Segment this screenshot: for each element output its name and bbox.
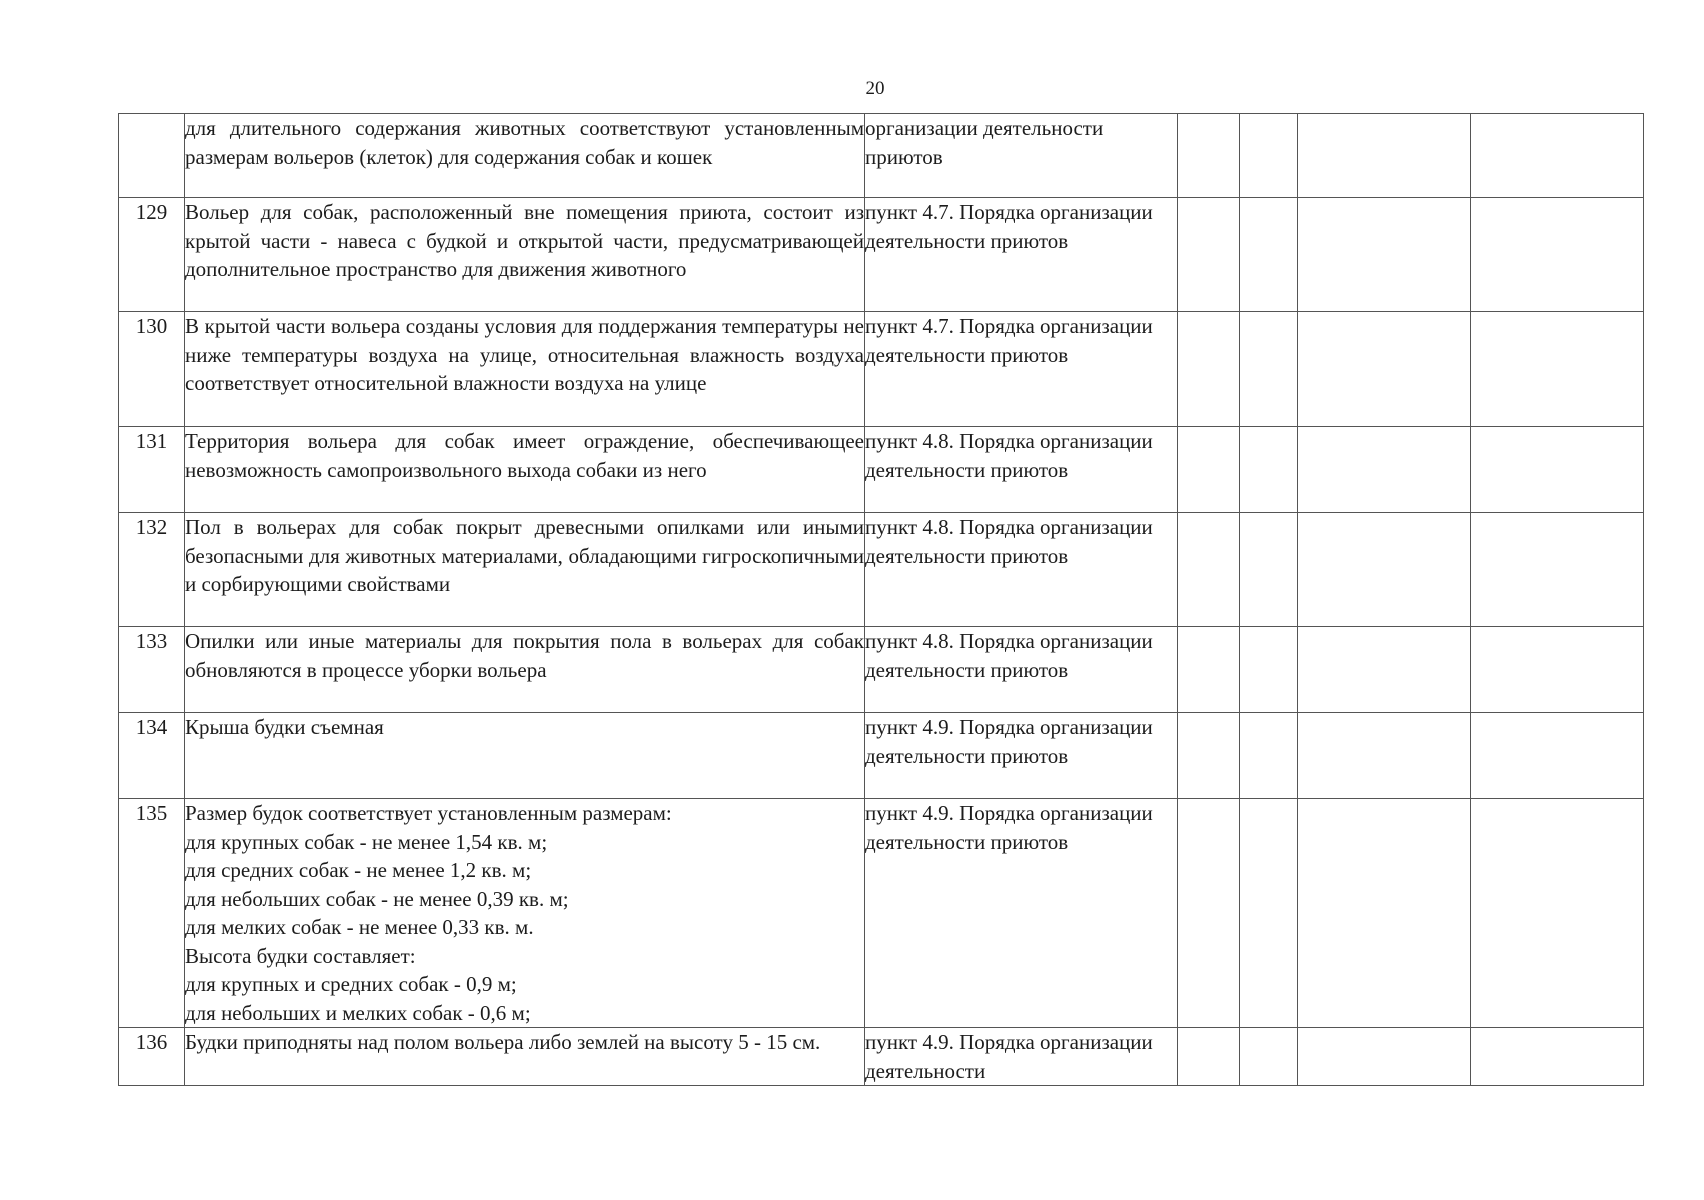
reference-text: пункт 4.9. Порядка организации деятельности (865, 1028, 1178, 1086)
row-number: 131 (119, 427, 185, 513)
requirement-line: для крупных собак - не менее 1,54 кв. м; (185, 829, 548, 854)
answer-cell[interactable] (1298, 799, 1471, 1028)
answer-cell[interactable] (1178, 627, 1240, 713)
answer-cell[interactable] (1178, 312, 1240, 427)
row-number: 135 (119, 799, 185, 1028)
row-number: 136 (119, 1028, 185, 1086)
requirement-text: для длительного содержания животных соответствуют установленным размерам вольеров (клеток) для содержания собак и кошек (185, 114, 865, 198)
answer-cell[interactable] (1178, 427, 1240, 513)
requirement-line: для крупных и средних собак - 0,9 м; (185, 972, 517, 996)
row-number: 134 (119, 713, 185, 799)
table-row (119, 713, 1644, 799)
checklist-table (118, 113, 1644, 1086)
note-cell[interactable] (1471, 627, 1644, 713)
answer-cell[interactable] (1178, 513, 1240, 627)
requirement-line: для небольших собак - не менее 0,39 кв. м; (185, 886, 569, 911)
reference-text: пункт 4.9. Порядка организации деятельности приютов (865, 799, 1178, 1028)
answer-cell[interactable] (1240, 799, 1298, 1028)
answer-cell[interactable] (1298, 114, 1471, 198)
row-number: 129 (119, 198, 185, 312)
table-row (119, 627, 1644, 713)
reference-text: пункт 4.7. Порядка организации деятельности приютов (865, 312, 1178, 427)
table-row (119, 799, 1644, 1028)
answer-cell[interactable] (1298, 427, 1471, 513)
reference-text: пункт 4.8. Порядка организации деятельности приютов (865, 627, 1178, 713)
requirement-text: В крытой части вольера созданы условия для поддержания температуры не ниже температуры воздуха на улице, относительная влажность воздуха соответствует относительной влажности воздуха на улице (185, 312, 865, 427)
note-cell[interactable] (1471, 513, 1644, 627)
table-row (119, 1028, 1644, 1086)
table-row (119, 312, 1644, 427)
requirement-line: Размер будок соответствует установленным размерам: (185, 801, 672, 825)
requirement-text: Пол в вольерах для собак покрыт древесными опилками или иными безопасными для животных материалами, обладающими гигроскопичными и сорбирующими свойствами (185, 513, 865, 627)
answer-cell[interactable] (1178, 713, 1240, 799)
requirement-line: Высота будки составляет: (185, 943, 416, 968)
note-cell[interactable] (1471, 198, 1644, 312)
reference-text: организации деятельности приютов (865, 114, 1178, 198)
row-number: 133 (119, 627, 185, 713)
answer-cell[interactable] (1240, 114, 1298, 198)
requirement-text (185, 799, 865, 1028)
answer-cell[interactable] (1298, 713, 1471, 799)
answer-cell[interactable] (1240, 713, 1298, 799)
answer-cell[interactable] (1298, 312, 1471, 427)
answer-cell[interactable] (1298, 513, 1471, 627)
answer-cell[interactable] (1240, 627, 1298, 713)
reference-text: пункт 4.8. Порядка организации деятельности приютов (865, 513, 1178, 627)
reference-text: пункт 4.8. Порядка организации деятельности приютов (865, 427, 1178, 513)
row-number: 132 (119, 513, 185, 627)
row-number: 130 (119, 312, 185, 427)
answer-cell[interactable] (1178, 799, 1240, 1028)
answer-cell[interactable] (1240, 312, 1298, 427)
requirement-text: Крыша будки съемная (185, 713, 865, 799)
answer-cell[interactable] (1298, 627, 1471, 713)
note-cell[interactable] (1471, 713, 1644, 799)
requirement-line: для небольших и мелких собак - 0,6 м; (185, 1000, 531, 1025)
answer-cell[interactable] (1240, 1028, 1298, 1086)
table-row (119, 513, 1644, 627)
answer-cell[interactable] (1298, 198, 1471, 312)
row-number (119, 114, 185, 198)
requirement-line: для мелких собак - не менее 0,33 кв. м. (185, 915, 534, 939)
requirement-line: для средних собак - не менее 1,2 кв. м; (185, 858, 532, 882)
note-cell[interactable] (1471, 427, 1644, 513)
answer-cell[interactable] (1178, 114, 1240, 198)
table-row (119, 198, 1644, 312)
reference-text: пункт 4.7. Порядка организации деятельности приютов (865, 198, 1178, 312)
answer-cell[interactable] (1178, 198, 1240, 312)
answer-cell[interactable] (1298, 1028, 1471, 1086)
answer-cell[interactable] (1240, 198, 1298, 312)
note-cell[interactable] (1471, 114, 1644, 198)
reference-text: пункт 4.9. Порядка организации деятельности приютов (865, 713, 1178, 799)
requirement-text: Будки приподняты над полом вольера либо землей на высоту 5 - 15 см. (185, 1028, 865, 1086)
note-cell[interactable] (1471, 312, 1644, 427)
note-cell[interactable] (1471, 1028, 1644, 1086)
answer-cell[interactable] (1178, 1028, 1240, 1086)
requirement-text: Вольер для собак, расположенный вне помещения приюта, состоит из крытой части - навеса с будкой и открытой части, предусматривающей дополнительное пространство для движения животного (185, 198, 865, 312)
requirement-text: Опилки или иные материалы для покрытия пола в вольерах для собак обновляются в процессе уборки вольера (185, 627, 865, 713)
table-row (119, 427, 1644, 513)
note-cell[interactable] (1471, 799, 1644, 1028)
answer-cell[interactable] (1240, 513, 1298, 627)
requirement-text: Территория вольера для собак имеет ограждение, обеспечивающее невозможность самопроизвольного выхода собаки из него (185, 427, 865, 513)
table-row (119, 114, 1644, 198)
page-number: 20 (865, 78, 885, 99)
answer-cell[interactable] (1240, 427, 1298, 513)
